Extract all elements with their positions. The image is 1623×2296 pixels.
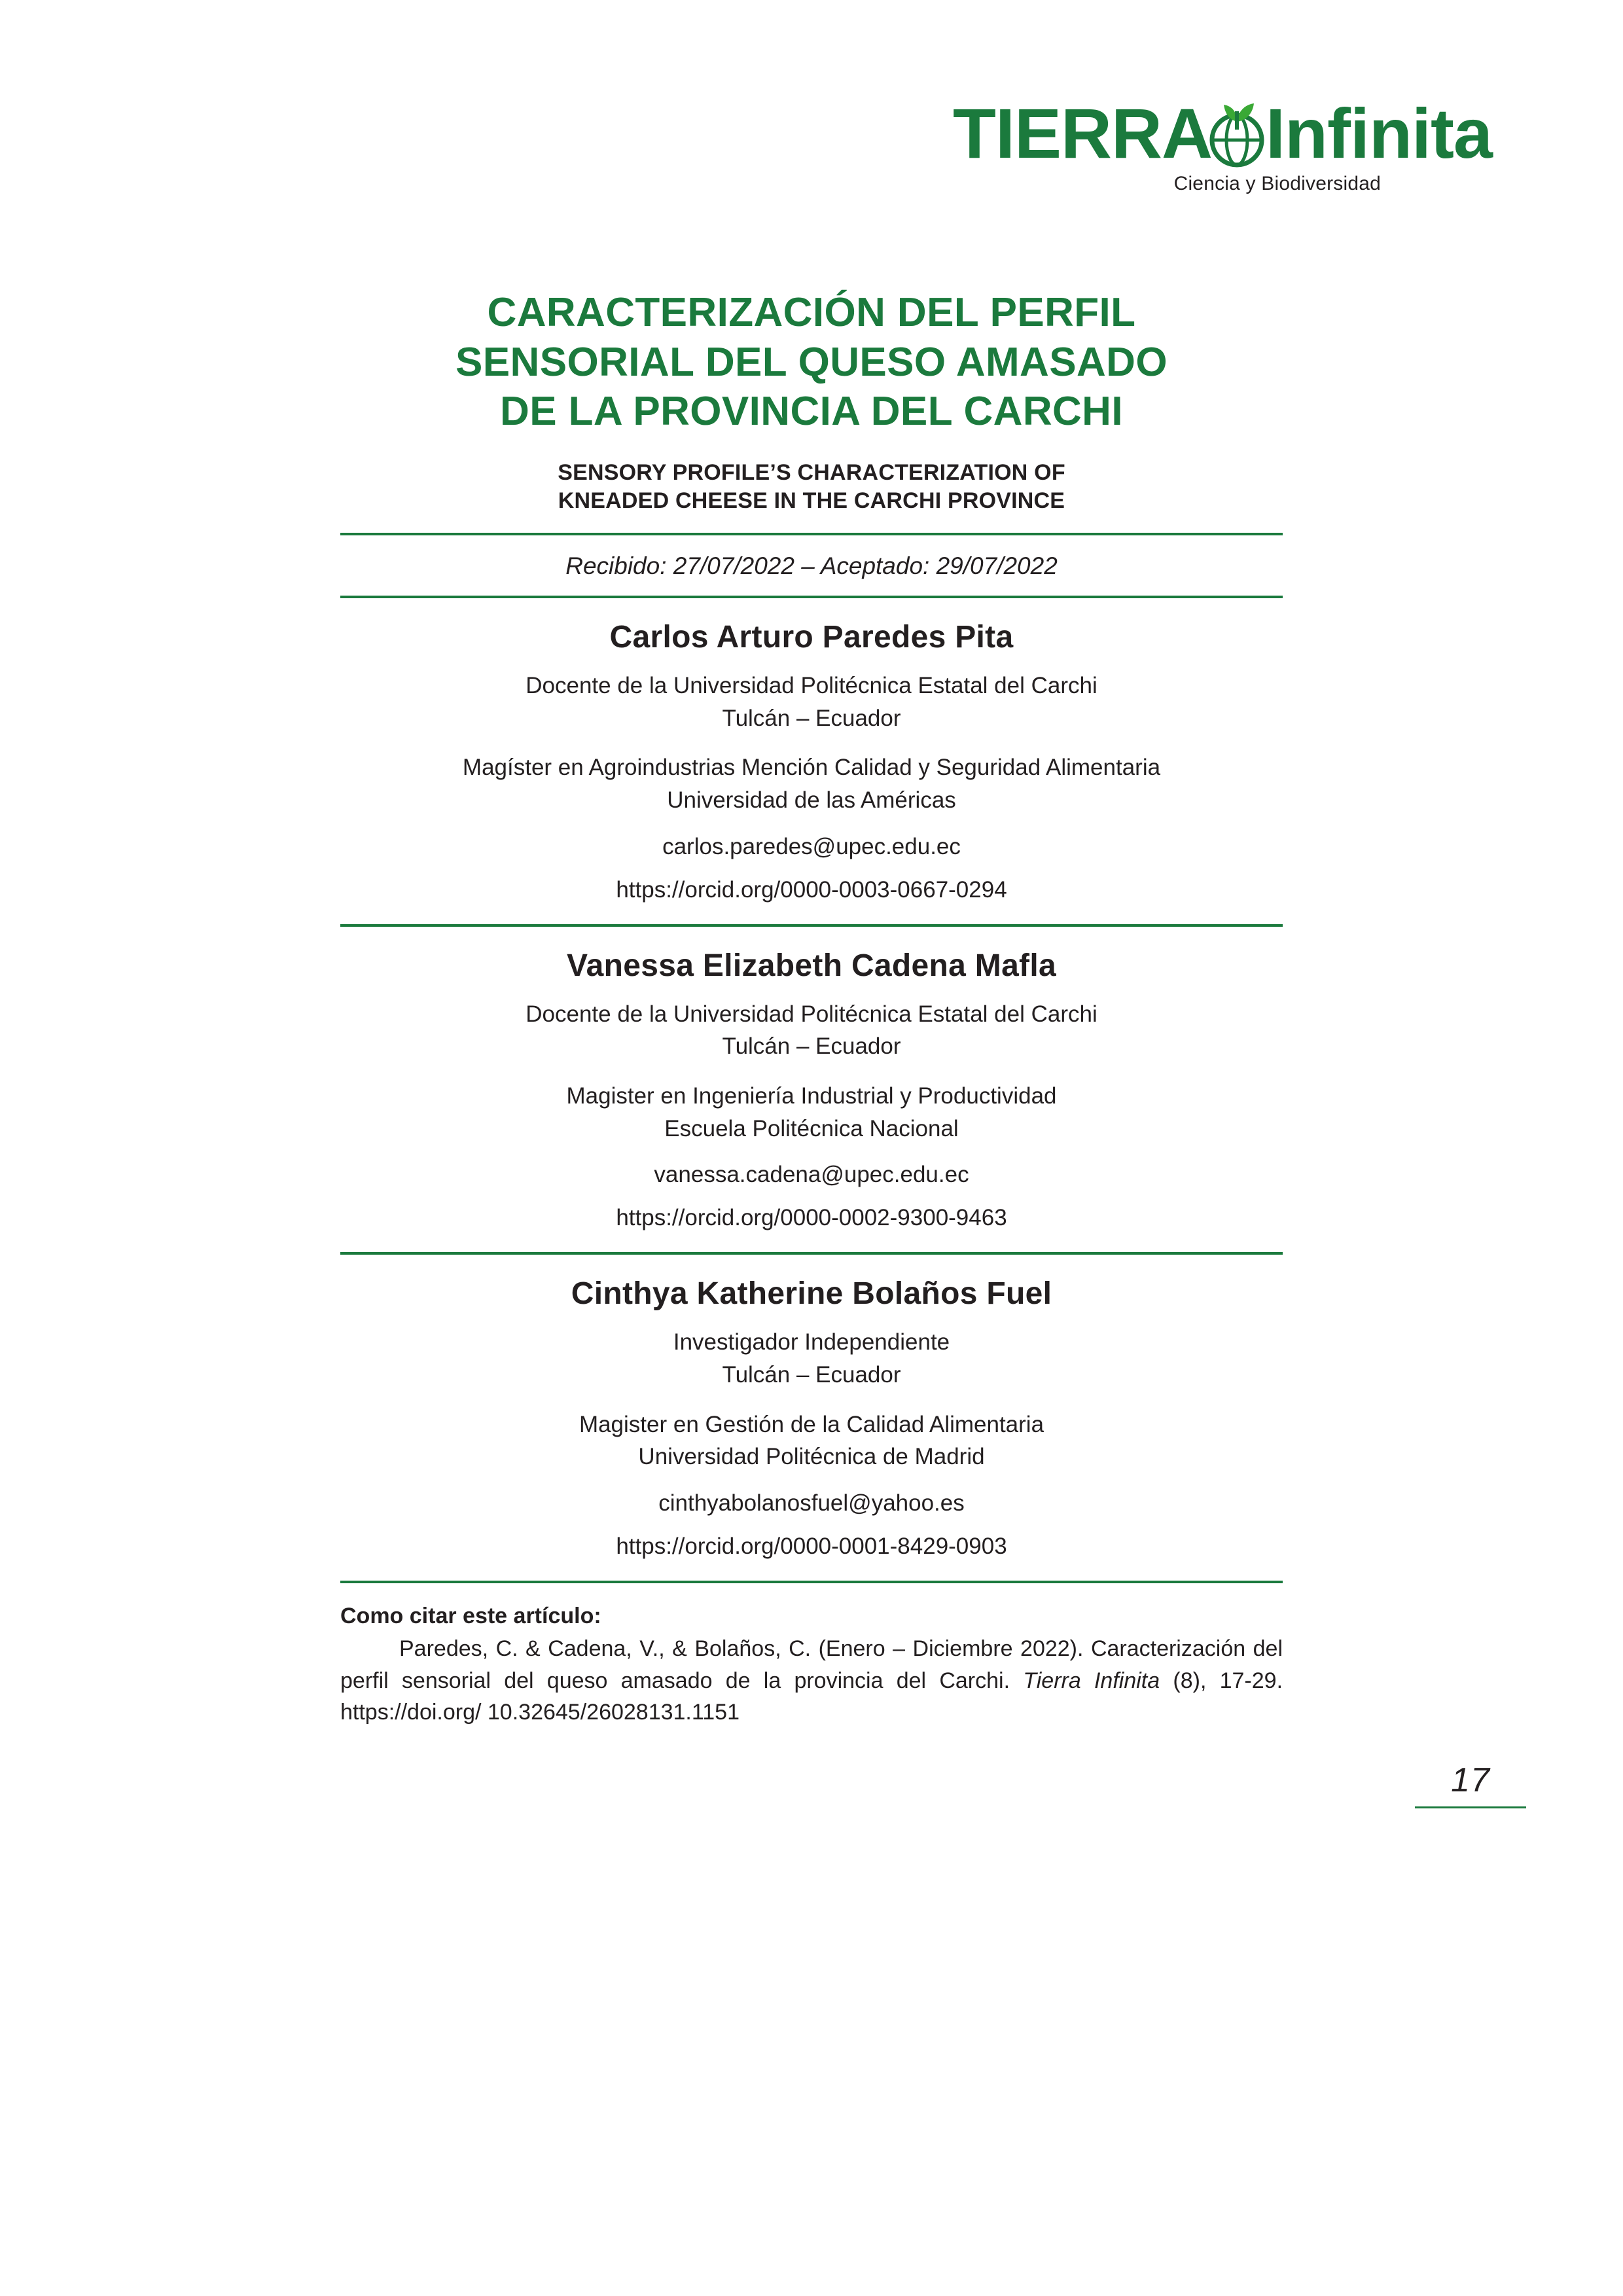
affiliation-line: Docente de la Universidad Politécnica Estatal del Carchi [526,1001,1097,1027]
affiliation-line: Investigador Independiente [673,1329,950,1355]
author-degree [340,1408,1283,1473]
affiliation-city: Tulcán – Ecuador [722,1033,901,1060]
article-header-column [340,288,1283,1728]
author-affiliation [340,998,1283,1063]
logo-word-tierra: TIERRA [953,94,1213,173]
affiliation-line: Docente de la Universidad Politécnica Estatal del Carchi [526,672,1097,698]
author-name: Carlos Arturo Paredes Pita [609,619,1014,655]
author-affiliation [340,1326,1283,1391]
author-email[interactable]: carlos.paredes@upec.edu.ec [662,833,961,859]
page-number: 17 [1451,1761,1490,1799]
title-line-1: CARACTERIZACIÓN DEL PERFIL [487,290,1136,335]
degree-institution: Universidad de las Américas [667,787,956,813]
how-to-cite-heading: Como citar este artículo: [340,1604,601,1629]
author-email[interactable]: vanessa.cadena@upec.edu.ec [654,1162,969,1188]
globe-plant-icon [1203,99,1271,168]
citation-doi[interactable]: https://doi.org/ 10.32645/26028131.1151 [340,1699,740,1725]
author-affiliation [340,670,1283,734]
logo-word-infinita: Infinita [1266,94,1492,173]
affiliation-city: Tulcán – Ecuador [722,1362,901,1388]
page-number-divider [1415,1806,1526,1808]
journal-logo [953,94,1492,173]
degree-line: Magíster en Agroindustrias Mención Calidad y Seguridad Alimentaria [462,755,1161,781]
citation-volume-pages: (8), 17-29. [1173,1668,1283,1693]
author-name: Vanessa Elizabeth Cadena Mafla [567,948,1056,983]
author-orcid-link[interactable]: https://orcid.org/0000-0001-8429-0903 [616,1534,1007,1560]
title-line-3: DE LA PROVINCIA DEL CARCHI [500,389,1123,435]
citation-title: Caracterización del perfil sensorial del queso amasado de la provincia del Carchi. [340,1636,1283,1693]
degree-institution: Universidad Politécnica de Madrid [638,1444,985,1470]
author-orcid-link[interactable]: https://orcid.org/0000-0003-0667-0294 [616,876,1007,903]
author-block [340,1255,1283,1581]
title-line-2: SENSORIAL DEL QUESO AMASADO [455,339,1168,385]
degree-line: Magister en Ingeniería Industrial y Productividad [566,1083,1057,1109]
subtitle-line-1: SENSORY PROFILE’S CHARACTERIZATION OF [558,459,1065,485]
journal-masthead [953,94,1492,194]
how-to-cite-text [340,1633,1283,1728]
author-degree [340,751,1283,816]
page-title [340,288,1283,437]
journal-tagline: Ciencia y Biodiversidad [1173,173,1381,194]
citation-journal: Tierra Infinita [1023,1668,1160,1693]
citation-authors-date: Paredes, C. & Cadena, V., & Bolaños, C. (Enero – Diciembre 2022). [399,1636,1084,1662]
author-email[interactable]: cinthyabolanosfuel@yahoo.es [658,1490,965,1516]
article-subtitle [340,459,1283,516]
author-name: Cinthya Katherine Bolaños Fuel [571,1276,1052,1312]
author-block [340,598,1283,924]
author-degree [340,1080,1283,1145]
how-to-cite-block [340,1583,1283,1728]
subtitle-line-2: KNEADED CHEESE IN THE CARCHI PROVINCE [558,488,1065,514]
author-orcid-link[interactable]: https://orcid.org/0000-0002-9300-9463 [616,1205,1007,1231]
page-number-area [1415,1761,1526,1808]
degree-line: Magister en Gestión de la Calidad Alimentaria [579,1411,1044,1437]
affiliation-city: Tulcán – Ecuador [722,705,901,731]
author-block [340,927,1283,1253]
degree-institution: Escuela Politécnica Nacional [664,1115,959,1141]
received-accepted-dates: Recibido: 27/07/2022 – Aceptado: 29/07/2022 [565,552,1058,579]
